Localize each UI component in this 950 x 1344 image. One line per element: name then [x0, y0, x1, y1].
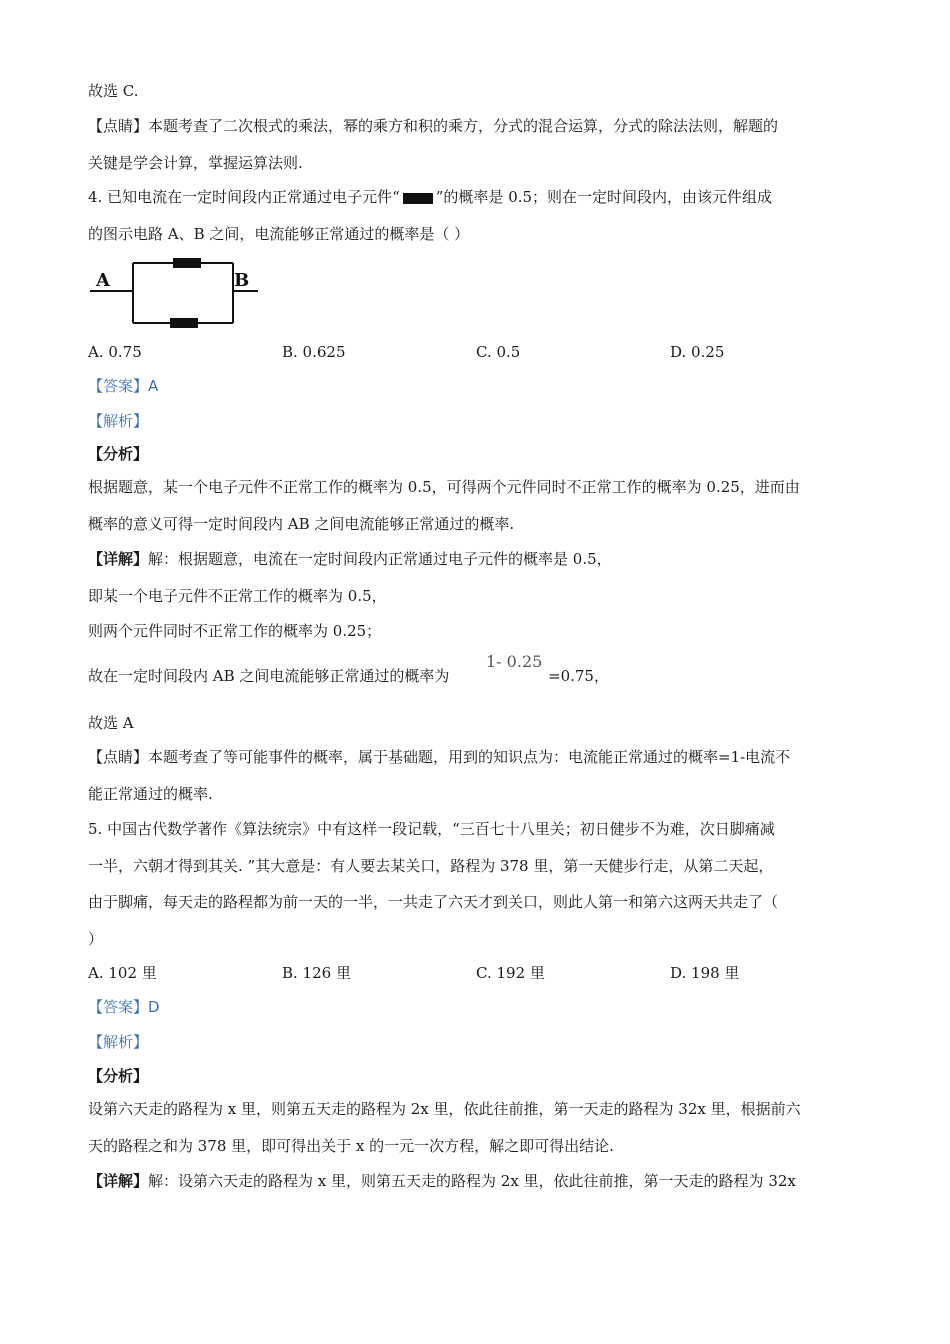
- text-line: 的图示电路 A、B 之间，电流能够正常通过的概率是（ ）: [88, 225, 470, 243]
- text-segment: 解：根据题意，电流在一定时间段内正常通过电子元件的概率是 0.5，: [148, 550, 612, 568]
- label-b: B: [234, 270, 250, 291]
- analysis-label: 【解析】: [88, 1033, 149, 1051]
- text-line: 设第六天走的路程为 x 里，则第五天走的路程为 2x 里，依此往前推，第一天走的路程为 32x 里，根据前六: [88, 1100, 801, 1118]
- text-segment: 4. 已知电流在一定时间段内正常通过电子元件“: [88, 188, 400, 206]
- section-label: 【分析】: [88, 1067, 149, 1085]
- detail-line: [88, 1170, 796, 1192]
- formula: 1- 0.25: [486, 652, 543, 671]
- q4-option-a: A. 0.75: [88, 343, 142, 361]
- q5-option-c: C. 192 里: [476, 964, 545, 982]
- text-line: 【点睛】本题考查了二次根式的乘法，幂的乘方和积的乘方，分式的混合运算，分式的除法法则，解题的: [88, 117, 779, 135]
- resistor-bottom: [170, 318, 198, 328]
- text-line: 一半，六朝才得到其关. ”其大意是：有人要去某关口，路程为 378 里，第一天健步行走，从第二天起，: [88, 857, 774, 875]
- text-line: 能正常通过的概率.: [88, 785, 213, 803]
- text-line: 天的路程之和为 378 里，即可得出关于 x 的一元一次方程，解之即可得出结论.: [88, 1137, 614, 1155]
- answer-label: 【答案】: [88, 998, 149, 1016]
- section-label: 【详解】: [88, 1172, 149, 1190]
- text-line: 【点睛】本题考查了等可能事件的概率，属于基础题，用到的知识点为：电流能正常通过的概率=1-电流不: [88, 748, 791, 766]
- text-line: =0.75，: [548, 667, 609, 685]
- q4-option-c: C. 0.5: [476, 343, 521, 361]
- text-line: 关键是学会计算，掌握运算法则.: [88, 154, 303, 172]
- q4-option-b: B. 0.625: [282, 343, 346, 361]
- text-line: 即某一个电子元件不正常工作的概率为 0.5，: [88, 587, 387, 605]
- text-line: 故选 A: [88, 714, 134, 732]
- circuit-diagram: [88, 258, 263, 333]
- text-line: 则两个元件同时不正常工作的概率为 0.25；: [88, 622, 382, 640]
- text-line: 故选 C.: [88, 82, 139, 100]
- label-a: A: [96, 270, 110, 291]
- answer-5: [88, 996, 160, 1018]
- text-segment: ”的概率是 0.5；则在一定时间段内，由该元件组成: [435, 188, 773, 206]
- q5-option-a: A. 102 里: [88, 964, 157, 982]
- q5-option-b: B. 126 里: [282, 964, 351, 982]
- answer-label: 【答案】: [88, 377, 149, 395]
- text-line: ）: [88, 930, 104, 948]
- text-line: 概率的意义可得一定时间段内 AB 之间电流能够正常通过的概率.: [88, 515, 515, 533]
- text-segment: 解：设第六天走的路程为 x 里，则第五天走的路程为 2x 里，依此往前推，第一天走的路程为 32x: [148, 1172, 796, 1190]
- answer-4: [88, 375, 158, 397]
- resistor-top: [173, 258, 201, 268]
- section-label: 【分析】: [88, 445, 149, 463]
- q4-option-d: D. 0.25: [670, 343, 725, 361]
- analysis-label: 【解析】: [88, 412, 149, 430]
- section-label: 【详解】: [88, 550, 149, 568]
- q5-option-d: D. 198 里: [670, 964, 740, 982]
- text-line: 根据题意，某一个电子元件不正常工作的概率为 0.5，可得两个元件同时不正常工作的概率为 0.25，进而由: [88, 478, 800, 496]
- question-5-stem: 5. 中国古代数学著作《算法统宗》中有这样一段记载，“三百七十八里关；初日健步不为难，次日脚痛减: [88, 820, 775, 838]
- answer-value: D: [148, 998, 160, 1016]
- answer-value: A: [148, 377, 159, 395]
- text-line: 由于脚痛，每天走的路程都为前一天的一半，一共走了六天才到关口，则此人第一和第六这两天共走了（: [88, 893, 779, 911]
- resistor-icon: [403, 193, 433, 204]
- detail-line: [88, 548, 612, 570]
- question-4-stem: [88, 186, 772, 208]
- text-line: 故在一定时间段内 AB 之间电流能够正常通过的概率为: [88, 667, 450, 685]
